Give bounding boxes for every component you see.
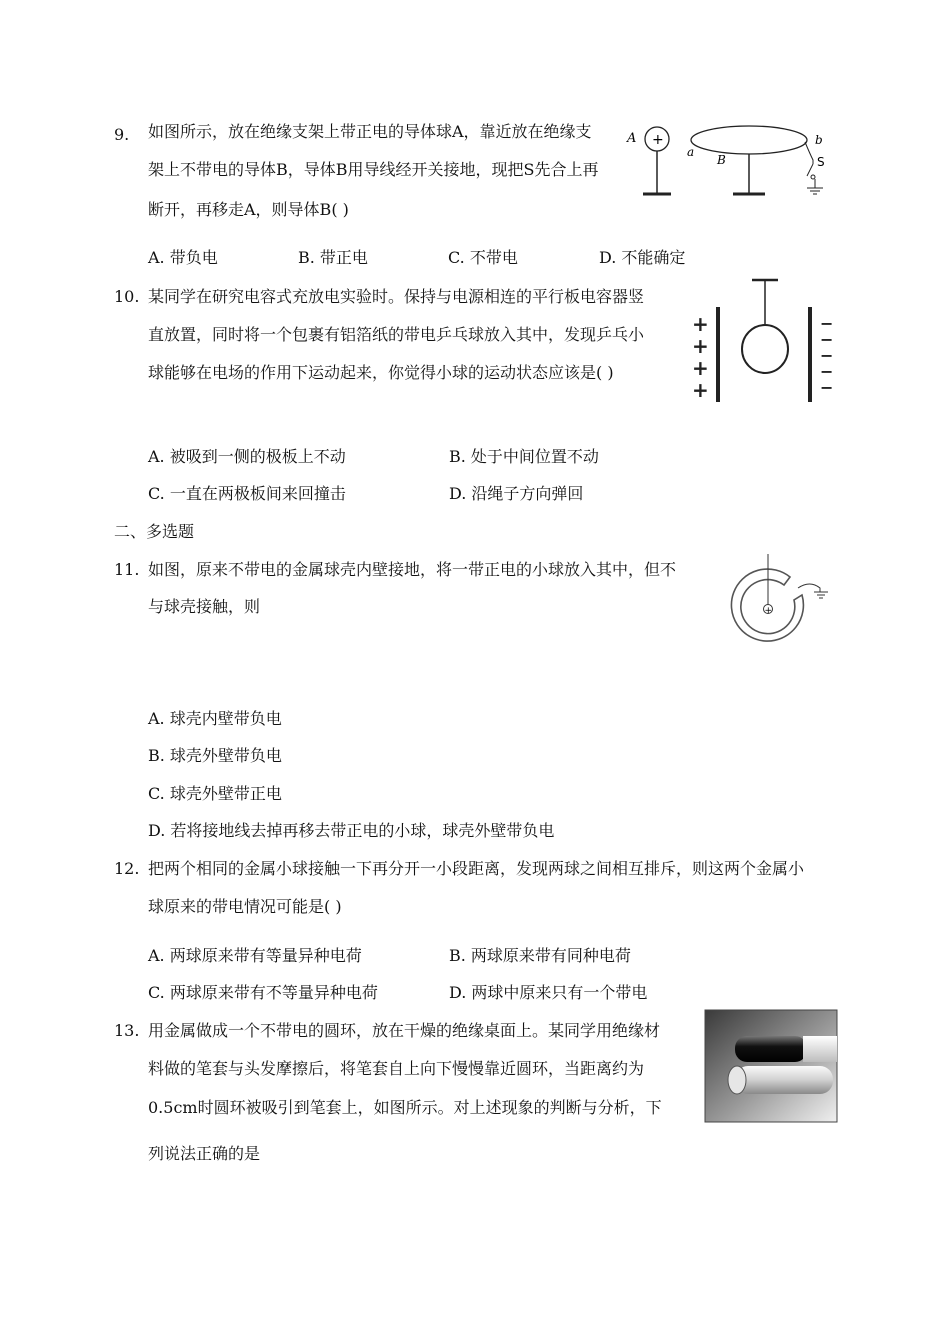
section-title: 二、多选题 (114, 522, 195, 541)
option-b[interactable]: B. 球壳外壁带负电 (148, 746, 282, 765)
option-b[interactable]: B. 两球原来带有同种电荷 (449, 946, 631, 965)
option-a[interactable]: A. 被吸到一侧的极板上不动 (148, 447, 346, 466)
minus-sign: − (820, 378, 834, 397)
question-text-line: 球能够在电场的作用下运动起来，你觉得小球的运动状态应该是( ) (148, 363, 614, 382)
question-text-line: 如图，原来不带电的金属球壳内壁接地，将一带正电的小球放入其中，但不 (148, 560, 677, 579)
option-d[interactable]: D. 沿绳子方向弹回 (449, 484, 584, 503)
option-d[interactable]: D. 若将接地线去掉再移去带正电的小球，球壳外壁带负电 (148, 821, 555, 840)
option-a[interactable]: A. 两球原来带有等量异种电荷 (148, 946, 362, 965)
plus-sign: + (764, 606, 773, 616)
label-S: S (817, 155, 825, 169)
option-c[interactable]: C. 一直在两极板间来回撞击 (148, 484, 346, 503)
label-b: b (815, 133, 823, 147)
question-number: 13. (114, 1021, 140, 1040)
label-B: B (717, 153, 726, 167)
capacitor-diagram (688, 277, 838, 407)
plus-sign: + (692, 312, 709, 336)
question-number: 11. (114, 560, 140, 579)
minus-sign: − (820, 330, 834, 349)
option-c[interactable]: C. 不带电 (448, 248, 518, 267)
question-text-line: 把两个相同的金属小球接触一下再分开一小段距离，发现两球之间相互排斥，则这两个金属小 (148, 859, 805, 878)
option-c[interactable]: C. 球壳外壁带正电 (148, 784, 282, 803)
option-c[interactable]: C. 两球原来带有不等量异种电荷 (148, 983, 378, 1002)
question-number: 10. (114, 287, 140, 306)
question-text-line: 与球壳接触，则 (148, 597, 261, 616)
option-b[interactable]: B. 处于中间位置不动 (449, 447, 599, 466)
question-text-line: 用金属做成一个不带电的圆环，放在干燥的绝缘桌面上。某同学用绝缘材 (148, 1021, 661, 1040)
option-a[interactable]: A. 球壳内壁带负电 (148, 709, 282, 728)
label-a: a (687, 145, 695, 159)
option-d[interactable]: D. 两球中原来只有一个带电 (449, 983, 648, 1002)
option-a[interactable]: A. 带负电 (148, 248, 218, 267)
plus-sign: + (692, 356, 709, 380)
spherical-shell-diagram (728, 550, 838, 650)
option-b[interactable]: B. 带正电 (298, 248, 368, 267)
minus-sign: − (820, 362, 834, 381)
question-text-line: 架上不带电的导体B，导体B用导线经开关接地，现把S先合上再 (148, 160, 599, 179)
question-number: 9. (114, 125, 130, 144)
plus-sign: + (652, 132, 664, 148)
question-text-line: 直放置，同时将一个包裹有铝箔纸的带电乒乓球放入其中，发现乒乓小 (148, 325, 645, 344)
question-text-line: 列说法正确的是 (148, 1144, 261, 1163)
question-text-line: 料做的笔套与头发摩擦后，将笔套自上向下慢慢靠近圆环，当距离约为 (148, 1059, 645, 1078)
question-text-line: 断开，再移走A，则导体B( ) (148, 200, 349, 219)
plus-sign: + (692, 378, 709, 402)
question-text-line: 某同学在研究电容式充放电实验时。保持与电源相连的平行板电容器竖 (148, 287, 645, 306)
question-text-line: 球原来的带电情况可能是( ) (148, 897, 342, 916)
pen-cap-ring-photo (705, 1010, 837, 1122)
minus-sign: − (820, 314, 834, 333)
option-d[interactable]: D. 不能确定 (599, 248, 686, 267)
question-number: 12. (114, 859, 140, 878)
question-text-line: 如图所示，放在绝缘支架上带正电的导体球A，靠近放在绝缘支 (148, 122, 592, 141)
conductor-diagram (625, 122, 835, 202)
minus-sign: − (820, 346, 834, 365)
plus-sign: + (692, 334, 709, 358)
question-text-line: 0.5cm时圆环被吸引到笔套上，如图所示。对上述现象的判断与分析，下 (148, 1098, 662, 1117)
label-A: A (627, 131, 637, 146)
